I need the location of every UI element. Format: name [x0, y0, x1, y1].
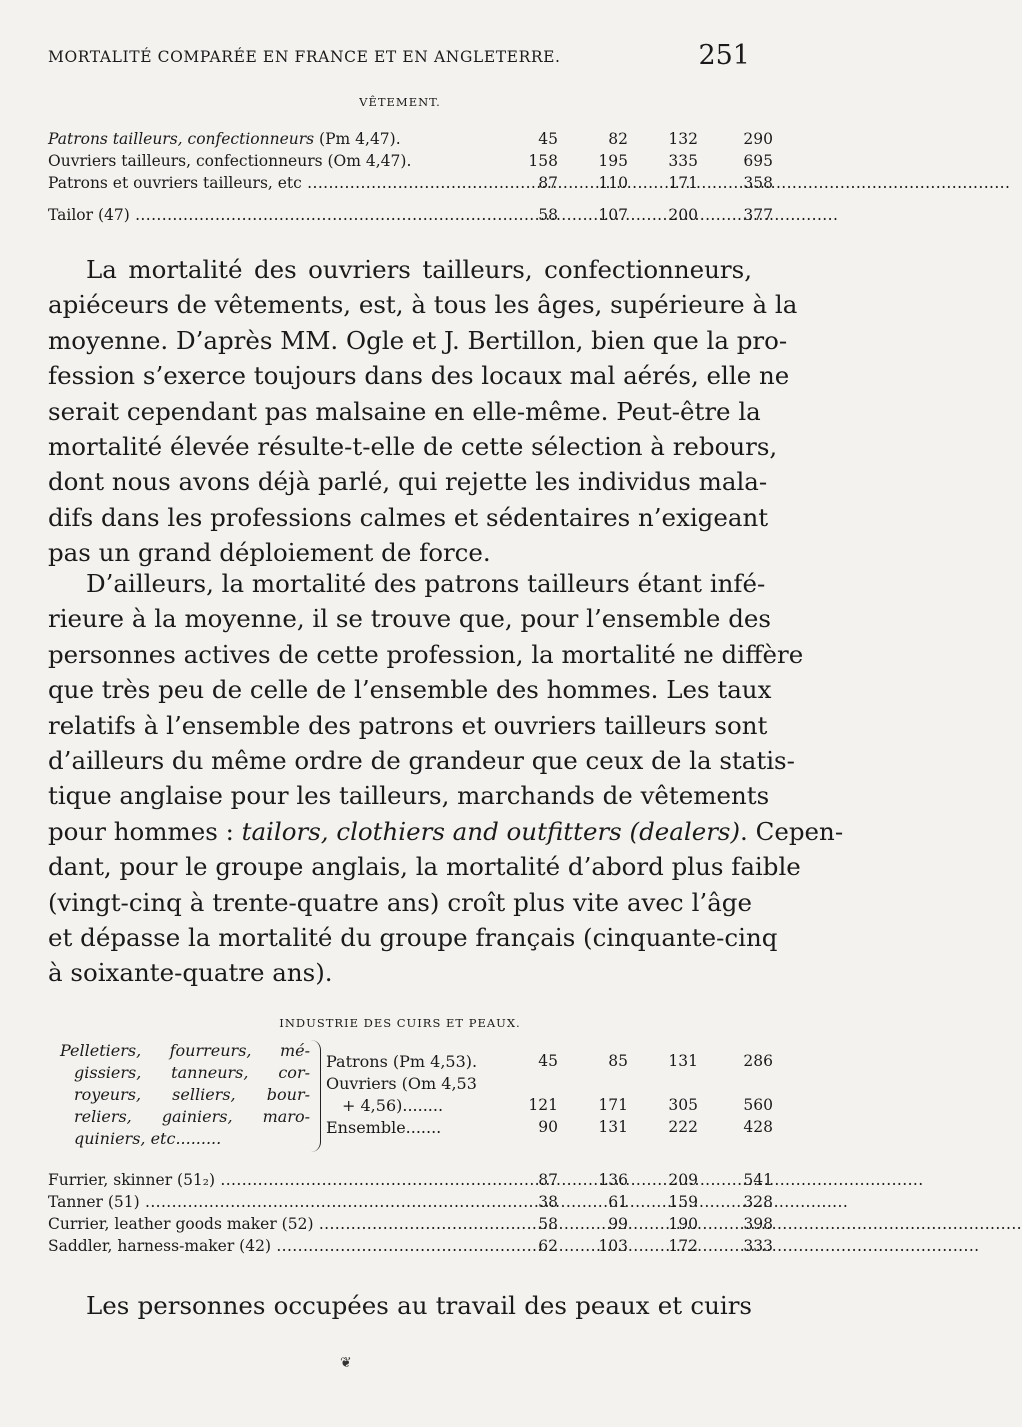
value-cell: 398 — [743, 1215, 773, 1233]
table-row — [48, 1171, 773, 1193]
row-label: Currier, leather goods maker (52) ..... — [48, 1215, 533, 1233]
text-line: personnes actives de cette profession, la mortalité ne diffère — [48, 639, 804, 669]
group-subrows — [326, 1052, 773, 1140]
paragraph-peaux — [48, 1288, 752, 1323]
cuirs-group-block — [48, 1040, 773, 1160]
text-line: apiéceurs de vêtements, est, à tous les âges, supérieure à la — [48, 290, 798, 320]
page-header — [48, 40, 750, 76]
text-line-mixed: pour hommes : tailors, clothiers and outfitters (dealers). Cepen- — [48, 816, 844, 846]
table-row — [48, 1193, 773, 1215]
text-line: (vingt-cinq à trente-quatre ans) croît plus vite avec l’âge — [48, 887, 752, 917]
value-cell: 132 — [668, 130, 698, 148]
text-line: pas un grand déploiement de force. — [48, 538, 491, 568]
text-line: serait cependant pas malsaine en elle-même. Peut-être la — [48, 396, 761, 426]
value-cell: 200 — [668, 206, 698, 224]
value-cell: 131 — [598, 1118, 628, 1136]
text-line: D’ailleurs, la mortalité des patrons tailleurs étant infé- — [86, 569, 766, 598]
page-number: 251 — [698, 40, 750, 71]
text-line: La mortalité des ouvriers tailleurs, confectionneurs, — [86, 255, 752, 284]
section-heading-cuirs: INDUSTRIE DES CUIRS ET PEAUX. — [279, 1016, 521, 1030]
value-cell: 560 — [743, 1096, 773, 1114]
table-row — [48, 206, 773, 228]
text-line: dont nous avons déjà parlé, qui rejette les individus mala- — [48, 467, 768, 497]
value-cell: 121 — [528, 1096, 558, 1114]
value-cell: 171 — [598, 1096, 628, 1114]
running-title: MORTALITÉ COMPARÉE EN FRANCE ET EN ANGLETERRE. — [48, 48, 561, 66]
text-line: moyenne. D’après MM. Ogle et J. Bertillon, bien que la pro- — [48, 325, 788, 355]
value-cell: 45 — [538, 1052, 558, 1070]
row-label: Furrier, skinner (51₂) ..... — [48, 1171, 533, 1189]
table-row: Ouvriers (Om 4,53 — [326, 1074, 477, 1093]
row-spacer — [48, 196, 753, 206]
value-cell: 61 — [608, 1193, 628, 1211]
section-heading-vetement: VÊTEMENT. — [359, 95, 441, 109]
text-line: d’ailleurs du même ordre de grandeur que ceux de la statis- — [48, 746, 795, 776]
table-row — [48, 1237, 773, 1259]
cuirs-english-table — [48, 1171, 773, 1259]
value-cell: 58 — [538, 1215, 558, 1233]
brace-mark — [310, 1040, 321, 1152]
value-cell: 110 — [598, 174, 628, 192]
vetement-table — [48, 130, 773, 228]
value-cell: 222 — [668, 1118, 698, 1136]
text-line: fession s’exerce toujours dans des locaux mal aérés, elle ne — [48, 361, 790, 391]
value-cell: 87 — [538, 174, 558, 192]
value-cell: 58 — [538, 206, 558, 224]
value-cell: 171 — [668, 174, 698, 192]
value-cell: 695 — [743, 152, 773, 170]
value-cell: 305 — [668, 1096, 698, 1114]
row-label: Patrons et ouvriers tailleurs, etc ..... — [48, 174, 533, 192]
value-cell: 428 — [743, 1118, 773, 1136]
value-cell: 136 — [598, 1171, 628, 1189]
table-row: Ensemble....... 90 131 222 428 — [326, 1118, 773, 1137]
text-line: que très peu de celle de l’ensemble des hommes. Les taux — [48, 675, 772, 705]
text-line: à soixante-quatre ans). — [48, 958, 333, 988]
value-cell: 358 — [743, 174, 773, 192]
value-cell: 541 — [743, 1171, 773, 1189]
value-cell: 158 — [528, 152, 558, 170]
value-cell: 290 — [743, 130, 773, 148]
value-cell: 85 — [608, 1052, 628, 1070]
text-line: dant, pour le groupe anglais, la mortalité d’abord plus faible — [48, 852, 801, 882]
text-line: rieure à la moyenne, il se trouve que, pour l’ensemble des — [48, 604, 771, 634]
table-row: Patrons (Pm 4,53). 45 85 131 286 — [326, 1052, 773, 1071]
paragraph-mortalite — [48, 252, 798, 571]
value-cell: 99 — [608, 1215, 628, 1233]
english-category: tailors, clothiers and outfitters (dealers) — [241, 816, 741, 846]
row-label-italic: Patrons tailleurs, confectionneurs — [48, 130, 315, 148]
value-cell: 82 — [608, 130, 628, 148]
table-row: + 4,56)........ 121 171 305 560 — [342, 1096, 773, 1115]
value-cell: 103 — [598, 1237, 628, 1255]
group-name: Pelletiers, fourreurs, mé- gissiers, tanneurs, cor- royeurs, selliers, bour- reliers, gainiers, maro- quiniers, etc......... — [60, 1041, 310, 1148]
printer-mark-icon: ❦ — [340, 1355, 352, 1371]
value-cell: 333 — [743, 1237, 773, 1255]
row-label: (Pm 4,47). — [314, 130, 401, 148]
value-cell: 286 — [743, 1052, 773, 1070]
value-cell: 38 — [538, 1193, 558, 1211]
text-line: difs dans les professions calmes et sédentaires n’exigeant — [48, 502, 769, 532]
text-line: relatifs à l’ensemble des patrons et ouvriers tailleurs sont — [48, 710, 768, 740]
row-label: Tailor (47) ..... — [48, 206, 533, 224]
paragraph-patrons — [48, 566, 844, 991]
row-label: Ouvriers tailleurs, confectionneurs (Om 4,47). — [48, 152, 412, 170]
value-cell: 87 — [538, 1171, 558, 1189]
value-cell: 107 — [598, 206, 628, 224]
value-cell: 209 — [668, 1171, 698, 1189]
table-row — [48, 174, 773, 196]
value-cell: 62 — [538, 1237, 558, 1255]
text-line: Les personnes occupées au travail des peaux et cuirs — [86, 1291, 752, 1320]
value-cell: 328 — [743, 1193, 773, 1211]
value-cell: 377 — [743, 206, 773, 224]
value-cell: 131 — [668, 1052, 698, 1070]
value-cell: 172 — [668, 1237, 698, 1255]
row-label: Saddler, harness-maker (42) ..... — [48, 1237, 533, 1255]
row-label: Tanner (51) ..... — [48, 1193, 533, 1211]
value-cell: 45 — [538, 130, 558, 148]
text-line: et dépasse la mortalité du groupe français (cinquante-cinq — [48, 923, 778, 953]
text-line: tique anglaise pour les tailleurs, marchands de vêtements — [48, 781, 770, 811]
value-cell: 195 — [598, 152, 628, 170]
table-row — [48, 130, 773, 152]
table-row — [48, 152, 773, 174]
value-cell: 335 — [668, 152, 698, 170]
text-line: mortalité élevée résulte-t-elle de cette sélection à rebours, — [48, 432, 778, 462]
value-cell: 159 — [668, 1193, 698, 1211]
value-cell: 190 — [668, 1215, 698, 1233]
table-row — [48, 1215, 773, 1237]
value-cell: 90 — [538, 1118, 558, 1136]
